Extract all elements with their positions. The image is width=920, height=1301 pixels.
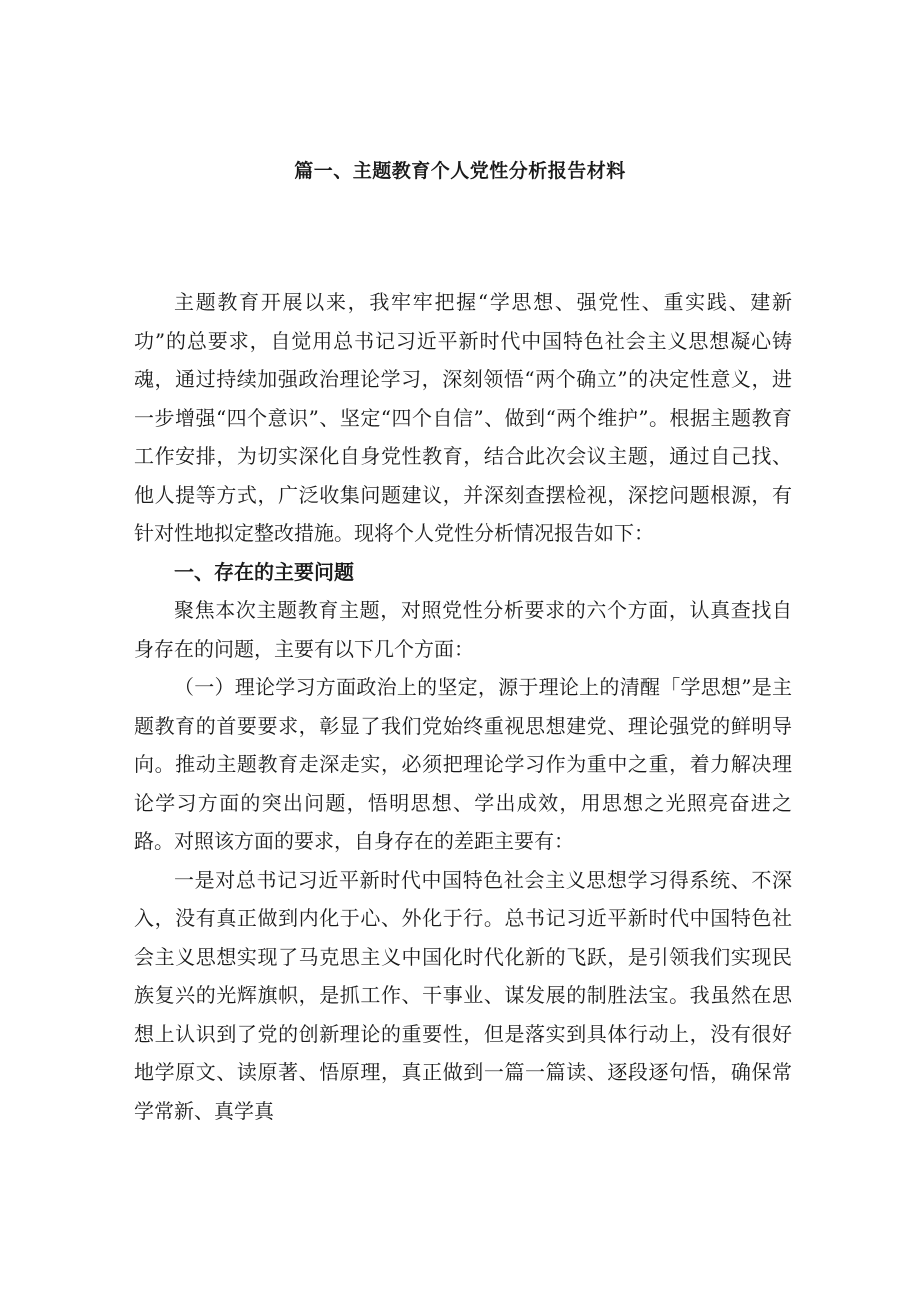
problem-one-paragraph: 一是对总书记习近平新时代中国特色社会主义思想学习得系统、不深入，没有真正做到内化于心、外化于行。总书记习近平新时代中国特色社会主义思想实现了马克思主义中国化时代化新的飞跃，是引领我们实现民族复兴的光辉旗帜，是抓工作、干事业、谋发展的制胜法宝。我虽然在思想上认识到了党的创新理论的重要性，但是落实到具体行动上，没有很好地学原文、读原著、悟原理，真正做到一篇一篇读、逐段逐句悟，确保常学常新、真学真 (134, 867, 792, 1123)
intro-paragraph: 主题教育开展以来，我牢牢把握“学思想、强党性、重实践、建新功”的总要求，自觉用总书记习近平新时代中国特色社会主义思想凝心铸魂，通过持续加强政治理论学习，深刻领悟“两个确立”的决定性意义，进一步增强“四个意识”、坚定“四个自信”、做到“两个维护”。根据主题教育工作安排，为切实深化自身党性教育，结合此次会议主题，通过自己找、他人提等方式，广泛收集问题建议，并深刻查摆检视，深挖问题根源，有针对性地拟定整改措施。现将个人党性分析情况报告如下： (134, 290, 792, 545)
theory-study-paragraph: （一）理论学习方面政治上的坚定，源于理论上的清醒「学思想”是主题教育的首要要求，彰显了我们党始终重视思想建党、理论强党的鲜明导向。推动主题教育走深走实，必须把理论学习作为重中之重，着力解决理论学习方面的突出问题，悟明思想、学出成效，用思想之光照亮奋进之路。对照该方面的要求，自身存在的差距主要有： (134, 675, 792, 853)
document-body (134, 283, 792, 1130)
document-title: 篇一、主题教育个人党性分析报告材料 (294, 160, 626, 182)
section-heading-1: 一、存在的主要问题 (174, 559, 354, 584)
section-intro-paragraph: 聚焦本次主题教育主题，对照党性分析要求的六个方面，认真查找自身存在的问题，主要有以下几个方面： (134, 598, 792, 661)
